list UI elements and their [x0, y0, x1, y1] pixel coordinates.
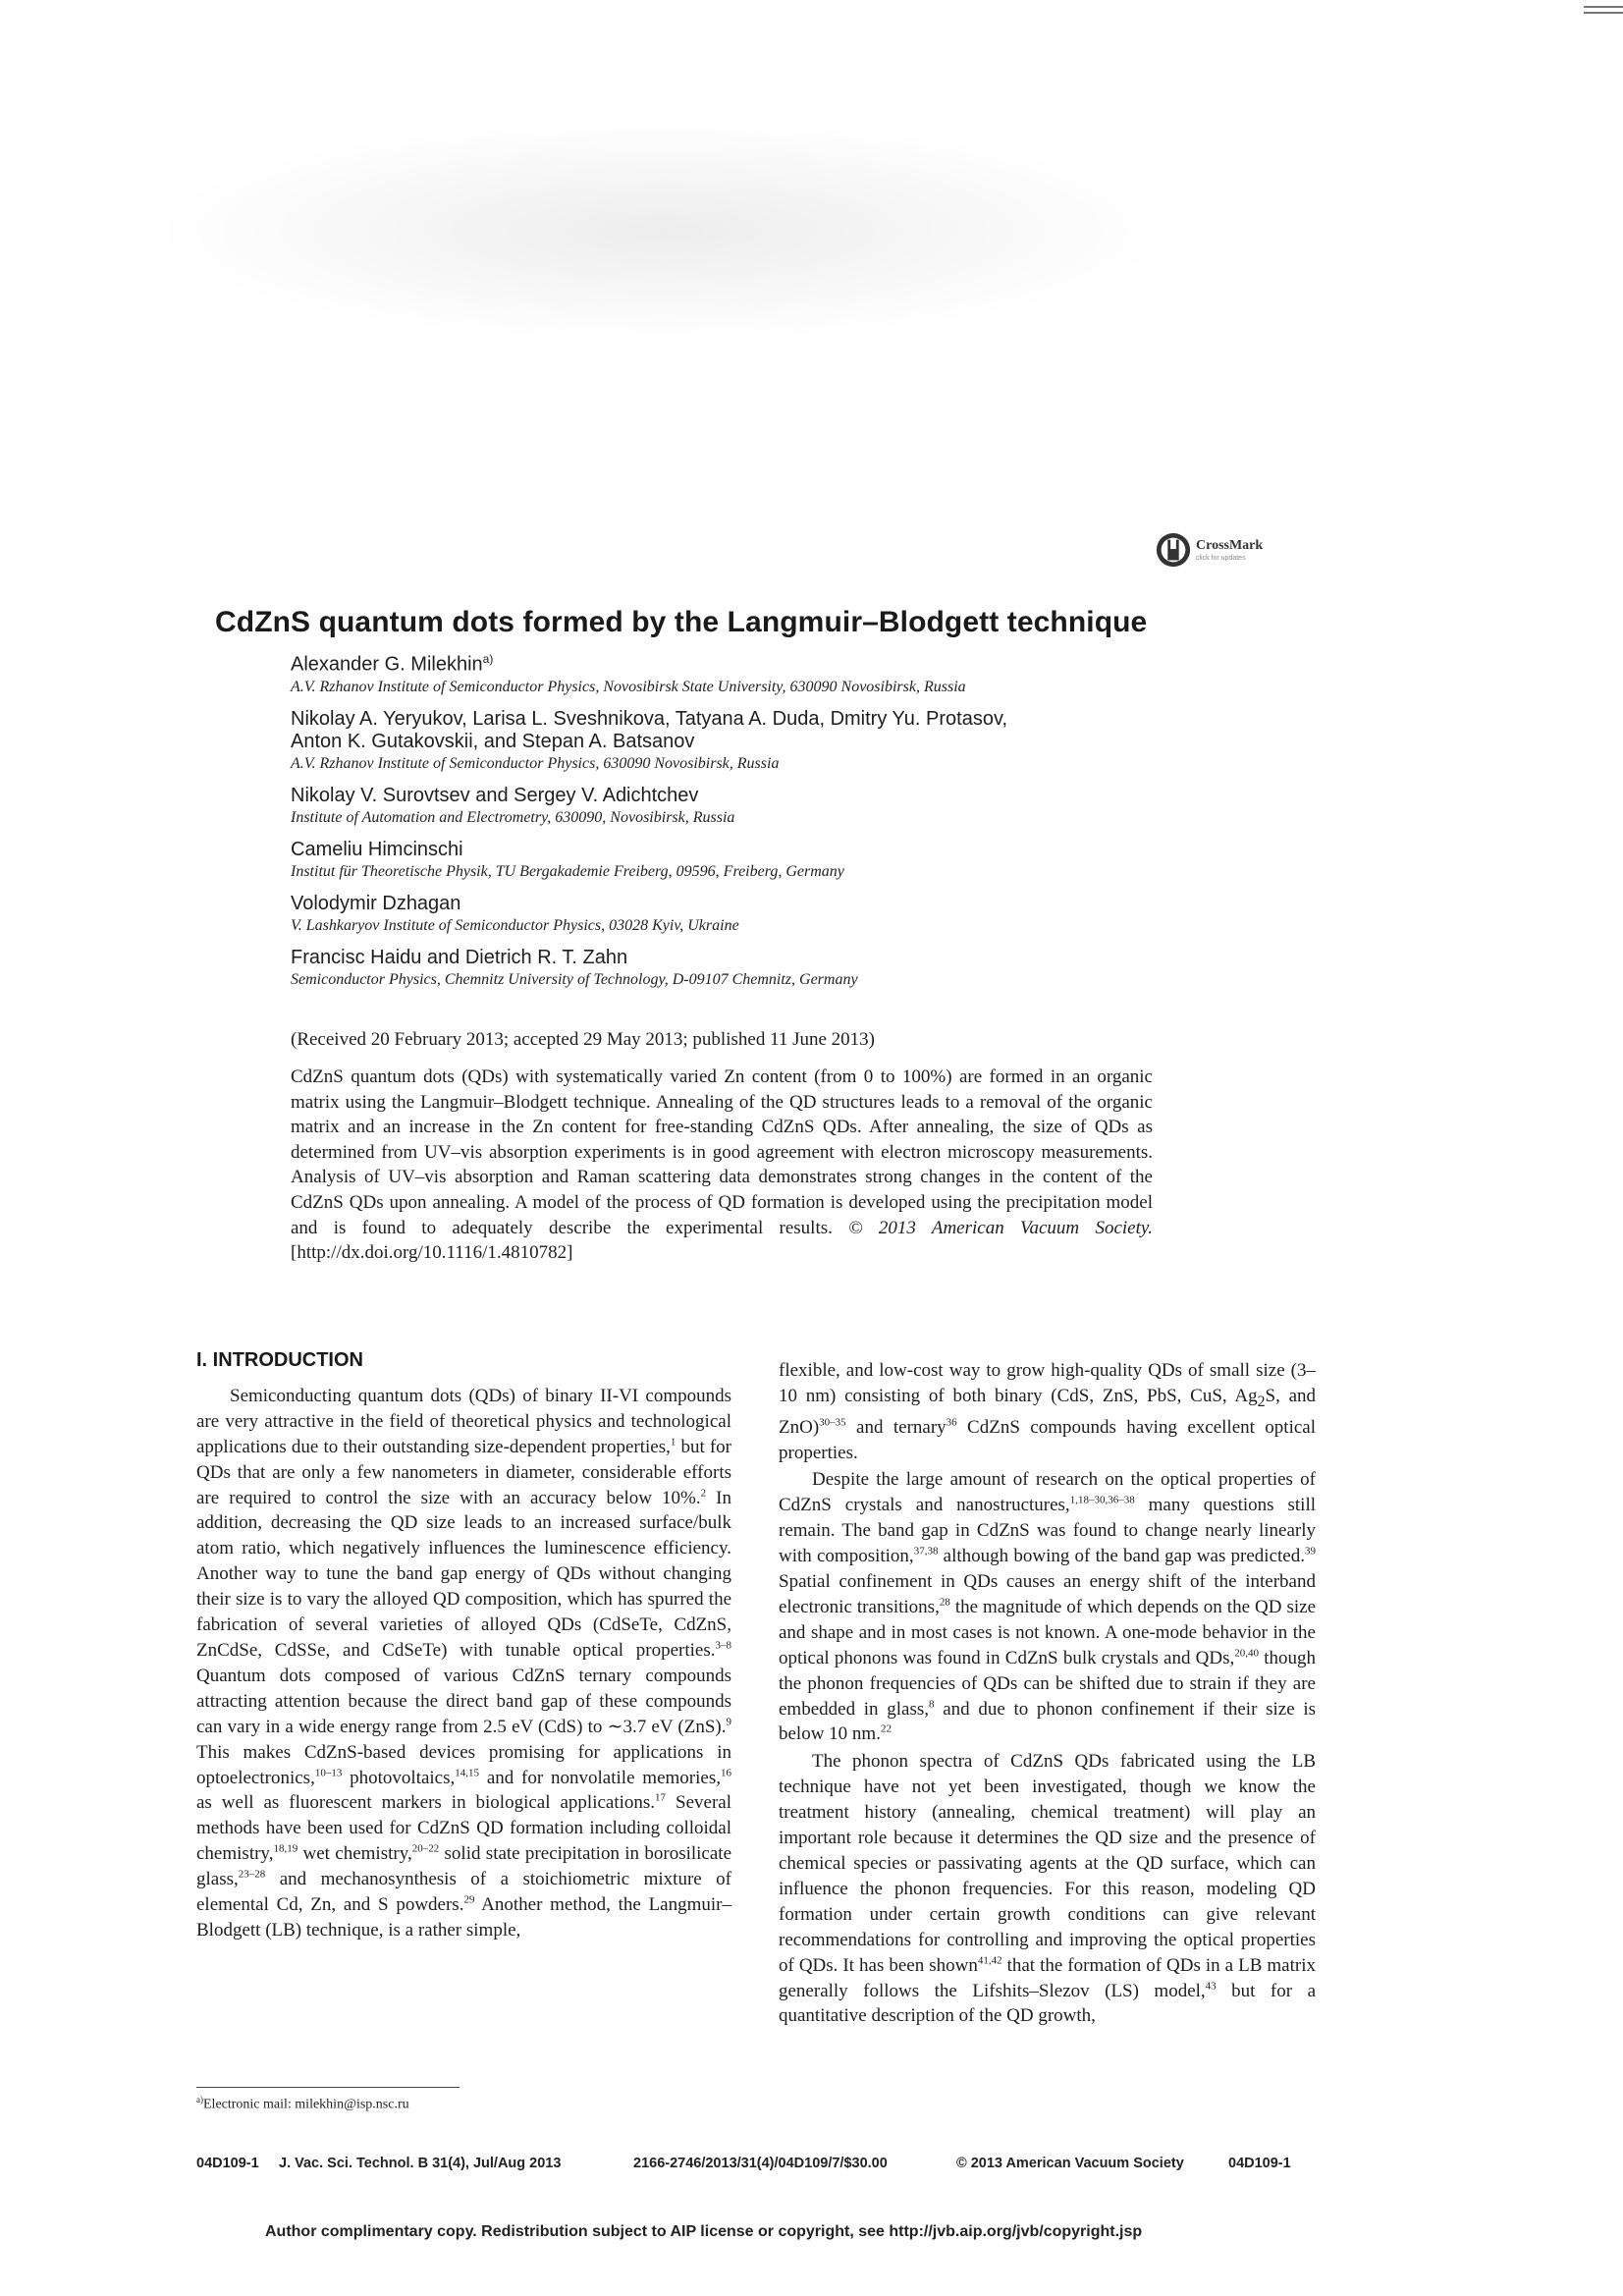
citation-reference: 39: [1304, 1545, 1316, 1558]
body-text: as well as fluorescent markers in biological applications.: [196, 1792, 656, 1814]
body-text: and ternary: [845, 1416, 947, 1438]
author-names: Volodymir Dzhagan: [291, 892, 461, 914]
body-text: flexible, and low-cost way to grow high-quality QDs of small size (3–10 nm) consisting of both binary (CdS, ZnS, PbS, CuS, Ag: [779, 1360, 1316, 1406]
citation-reference: 14,15: [455, 1767, 480, 1779]
abstract-copyright: © 2013 American Vacuum Society.: [848, 1217, 1154, 1238]
affiliation: A.V. Rzhanov Institute of Semiconductor Physics, Novosibirsk State University, 630090 Novosibirsk, Russia: [291, 678, 966, 695]
citation-reference: 20,40: [1234, 1647, 1260, 1660]
body-text: but for a quantitative description of the QD growth,: [779, 1980, 1316, 2027]
abstract-text: CdZnS quantum dots (QDs) with systematically varied Zn content (from 0 to 100%) are formed in an organic matrix using the Langmuir–Blodgett technique. Annealing of the QD structures leads to a removal of the organic matrix and an increase in the Zn content for free-standing CdZnS QDs. After annealing, the size of QDs as determined from UV–vis absorption experiments is in good agreement with electron microscopy measurements. Analysis of UV–vis absorption and Raman scattering data demonstrates strong changes in the content of the CdZnS QDs upon annealing. A model of the process of QD formation is developed using the precipitation model and is found to adequately describe the experimental results.: [291, 1066, 1153, 1238]
abstract: [291, 1065, 1153, 1266]
body-text: This makes CdZnS-based devices promising for applications in optoelectronics,: [196, 1741, 731, 1788]
body-paragraph: [779, 1749, 1316, 2029]
scan-shading: [147, 118, 1178, 344]
footer-journal: J. Vac. Sci. Technol. B 31(4), Jul/Aug 2013: [279, 2156, 562, 2171]
author-names: Nikolay V. Surovtsev and Sergey V. Adichtchev: [291, 784, 699, 806]
body-text: The phonon spectra of CdZnS QDs fabricated using the LB technique have not yet been investigated, though we know the treatment history (annealing, chemical treatment) will play an important role because it determines the QD size and the presence of chemical species or passivating agents at the QD surface, which can influence the phonon frequencies. For this reason, modeling QD formation under certain growth conditions can give relevant recommendations for controlling and improving the optical properties of QDs. It has been shown: [779, 1751, 1316, 1976]
citation-reference: 30–35: [819, 1416, 846, 1429]
author-group: [291, 708, 1174, 775]
affiliation: Institut für Theoretische Physik, TU Bergakademie Freiberg, 09596, Freiberg, Germany: [291, 862, 844, 880]
author-names: Cameliu Himcinschi: [291, 838, 463, 860]
body-text: CdZnS compounds having excellent optical properties.: [779, 1416, 1316, 1463]
affiliation: Semiconductor Physics, Chemnitz University of Technology, D-09107 Chemnitz, Germany: [291, 970, 858, 988]
body-paragraph: [196, 1384, 731, 1943]
citation-reference: 2: [700, 1487, 707, 1500]
author-names: Nikolay A. Yeryukov, Larisa L. Sveshnikova, Tatyana A. Duda, Dmitry Yu. Protasov, Anton K. Gutakovskii, and Stepan A. Batsanov: [291, 707, 1008, 752]
left-column: [196, 1348, 731, 1945]
body-text: many questions still remain. The band gap in CdZnS was found to change nearly linearly with composition,: [779, 1495, 1316, 1567]
body-text: S, and ZnO): [779, 1385, 1316, 1438]
citation-reference: 16: [720, 1767, 731, 1779]
affiliation: V. Lashkaryov Institute of Semiconductor Physics, 03028 Kyiv, Ukraine: [291, 916, 739, 934]
crossmark-sublabel: click for updates: [1196, 554, 1246, 562]
author-names: Francisc Haidu and Dietrich R. T. Zahn: [291, 946, 628, 968]
body-text: wet chemistry,: [298, 1843, 412, 1865]
body-text: Semiconducting quantum dots (QDs) of binary II-VI compounds are very attractive in the field of theoretical physics and technological applications due to their outstanding size-dependent properties,: [196, 1385, 731, 1457]
citation-reference: 37,38: [913, 1545, 939, 1558]
footnote-marker: a): [196, 2095, 203, 2105]
citation-reference: 28: [939, 1596, 950, 1609]
chemical-subscript: 2: [1257, 1393, 1266, 1410]
author-group: [291, 648, 1174, 698]
body-text: solid state precipitation in borosilicate glass,: [196, 1843, 731, 1890]
author-group: [291, 947, 1174, 991]
footnote-rule: [196, 2087, 460, 2088]
affiliation: A.V. Rzhanov Institute of Semiconductor Physics, 630090 Novosibirsk, Russia: [291, 754, 780, 772]
crossmark-label: CrossMark: [1196, 537, 1264, 553]
right-column: [779, 1358, 1316, 2031]
citation-reference: 23–28: [238, 1868, 266, 1881]
copyright-notice: Author complimentary copy. Redistribution subject to AIP license or copyright, see http://jvb.aip.org/jvb/copyright.jsp: [265, 2223, 1143, 2240]
received-dates: (Received 20 February 2013; accepted 29 May 2013; published 11 June 2013): [291, 1029, 876, 1050]
footer-code: 2166-2746/2013/31(4)/04D109/7/$30.00: [633, 2156, 888, 2171]
doi-link[interactable]: [http://dx.doi.org/10.1116/1.4810782]: [291, 1242, 573, 1264]
citation-reference: 18,19: [273, 1842, 298, 1855]
footnote-text: Electronic mail: milekhin@isp.nsc.ru: [203, 2097, 409, 2112]
citation-reference: 36: [946, 1416, 957, 1429]
footnote: [196, 2095, 409, 2113]
author-group: [291, 839, 1174, 883]
body-text: and due to phonon confinement if their size is below 10 nm.: [779, 1698, 1316, 1745]
author-line: [291, 648, 1174, 677]
body-text: and for nonvolatile memories,: [479, 1767, 721, 1788]
author-footnote-marker: a): [482, 652, 494, 666]
body-text: although bowing of the band gap was predicted.: [938, 1546, 1305, 1567]
author-group: [291, 893, 1174, 937]
body-text: In addition, decreasing the QD size leads to an increased surface/bulk atom ratio, which negatively influences the luminescence efficiency. Another way to tune the band gap energy of QDs without changing their size is to vary the alloyed QD composition, which has spurred the fabrication of several varieties of alloyed QDs (CdSeTe, CdZnS, ZnCdSe, CdSSe, and CdSeTe) with tunable optical properties.: [196, 1487, 731, 1661]
citation-reference: 10–13: [314, 1767, 343, 1779]
citation-reference: 3–8: [715, 1639, 731, 1652]
crossmark-badge[interactable]: [1155, 531, 1263, 569]
footer-society: © 2013 American Vacuum Society: [956, 2156, 1184, 2171]
body-text: Quantum dots composed of various CdZnS ternary compounds attracting attention because the direct band gap of these compounds can vary in a wide energy range from 2.5 eV (CdS) to ∼3.7 eV (ZnS).: [196, 1665, 731, 1737]
affiliation: Institute of Automation and Electrometry, 630090, Novosibirsk, Russia: [291, 808, 735, 826]
footer-page-id: 04D109-1: [196, 2156, 259, 2171]
body-text: and mechanosynthesis of a stoichiometric mixture of elemental Cd, Zn, and S powders.: [196, 1869, 731, 1916]
author-group: [291, 785, 1174, 829]
citation-reference: 8: [929, 1698, 935, 1711]
citation-reference: 1: [670, 1436, 676, 1449]
citation-reference: 17: [655, 1792, 667, 1805]
body-text: Despite the large amount of research on the optical properties of CdZnS crystals and nanostructures,: [779, 1469, 1316, 1516]
author-list: [291, 648, 1174, 1001]
crossmark-icon: [1155, 531, 1192, 569]
citation-reference: 20–22: [411, 1842, 440, 1855]
citation-reference: 41,42: [977, 1954, 1002, 1967]
body-text: photovoltaics,: [342, 1767, 456, 1788]
body-text: the magnitude of which depends on the QD size and shape and in most cases is not known. A one-mode behavior in the optical phonons was found in CdZnS bulk crystals and QDs,: [779, 1596, 1316, 1668]
body-paragraph: [779, 1358, 1316, 1465]
citation-reference: 9: [726, 1716, 731, 1728]
author-names: Alexander G. Milekhin: [291, 653, 483, 676]
body-paragraph: [779, 1467, 1316, 1747]
citation-reference: 29: [463, 1893, 475, 1906]
body-text: Another method, the Langmuir–Blodgett (LB) technique, is a rather simple,: [196, 1894, 731, 1941]
citation-reference: 1,18–30,36–38: [1069, 1495, 1135, 1506]
citation-reference: 22: [880, 1723, 892, 1736]
body-text: but for QDs that are only a few nanometers in diameter, considerable efforts are required to control the size with an accuracy below 10%.: [196, 1436, 731, 1508]
paper-title: CdZnS quantum dots formed by the Langmuir–Blodgett technique: [215, 606, 1148, 638]
body-text: Several methods have been used for CdZnS QD formation including colloidal chemistry,: [196, 1792, 731, 1865]
body-text: though the phonon frequencies of QDs can be shifted due to strain if they are embedded in glass,: [779, 1647, 1316, 1720]
body-text: that the formation of QDs in a LB matrix generally follows the Lifshits–Slezov (LS) model,: [779, 1954, 1316, 2001]
section-heading-introduction: I. INTRODUCTION: [196, 1349, 363, 1371]
scan-edge-marks: [1584, 6, 1623, 18]
footer-page-id-right: 04D109-1: [1228, 2156, 1291, 2171]
citation-reference: 43: [1205, 1980, 1217, 1993]
body-text: Spatial confinement in QDs causes an energy shift of the interband electronic transitions,: [779, 1571, 1316, 1617]
